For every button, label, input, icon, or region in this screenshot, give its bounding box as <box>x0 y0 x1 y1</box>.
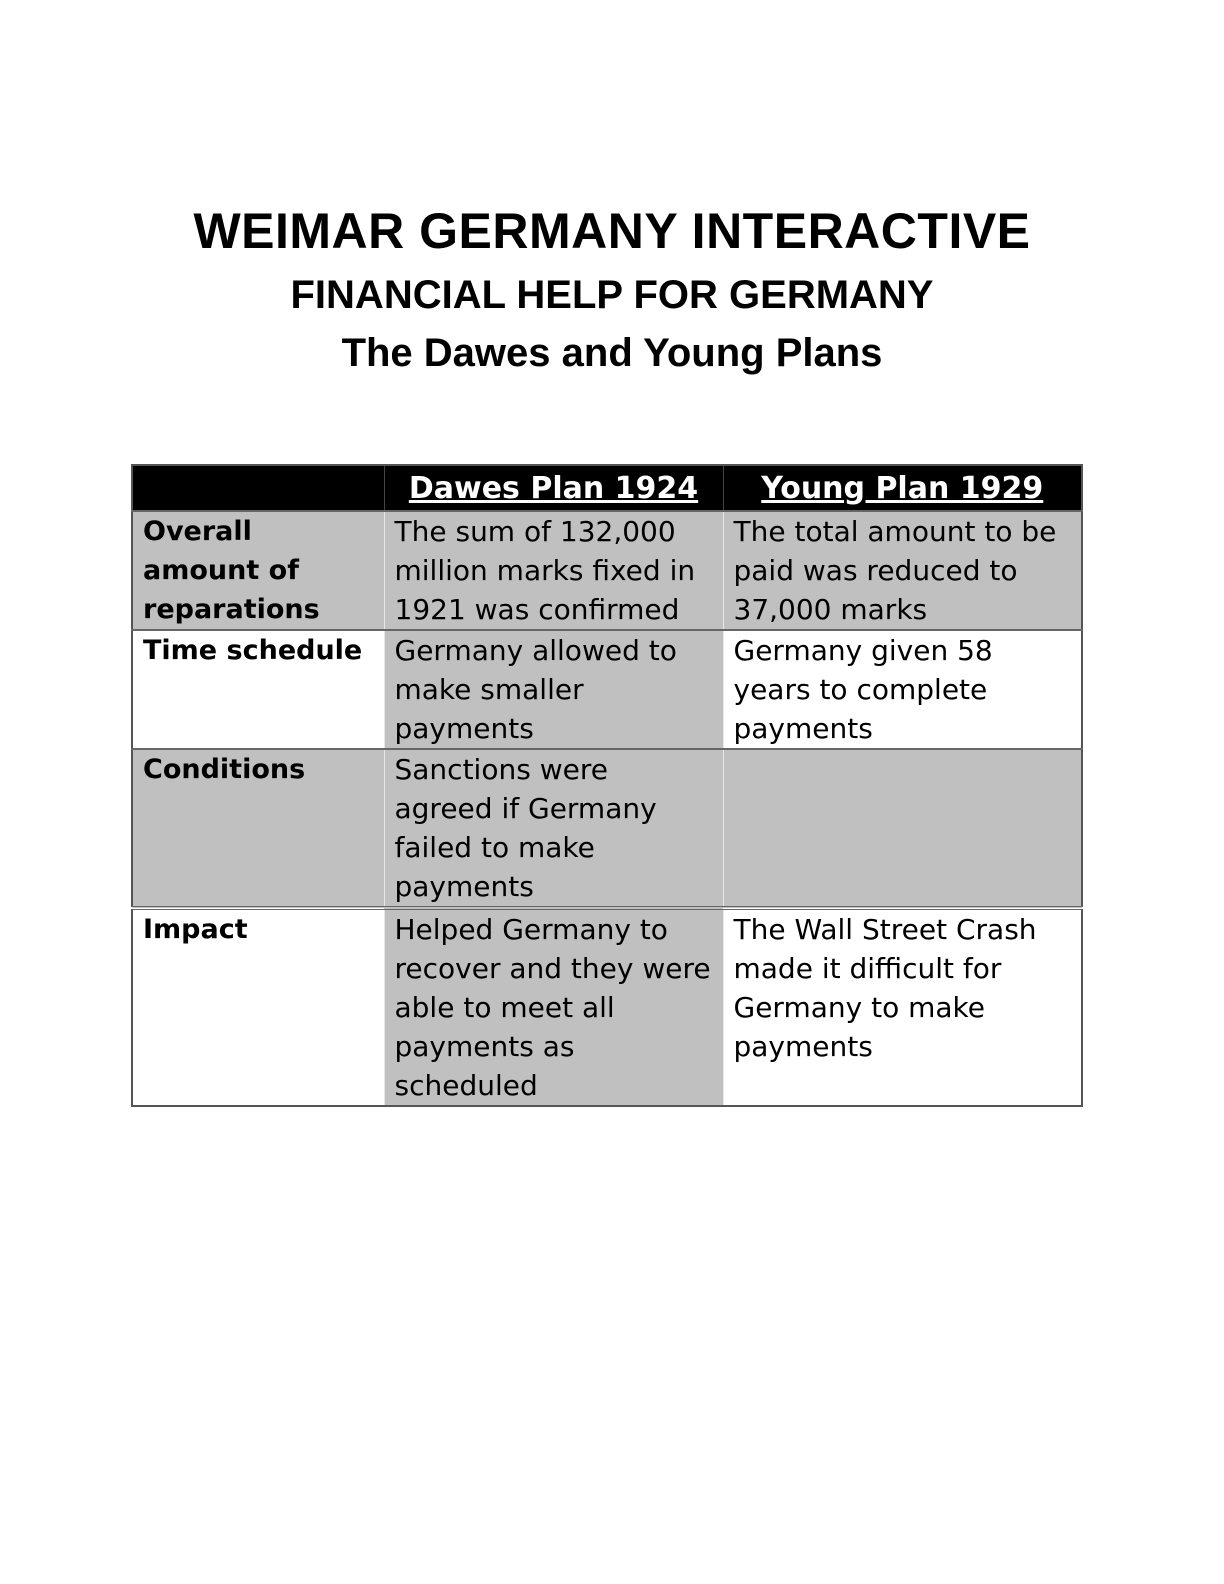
header-young-plan: Young Plan 1929 <box>723 465 1082 511</box>
header-empty-cell <box>132 465 384 511</box>
dawes-cell: Germany allowed to make smaller payments <box>384 630 723 749</box>
young-cell: The Wall Street Crash made it difficult for Germany to make payments <box>723 908 1082 1106</box>
table-row-impact <box>132 908 1082 1106</box>
header-dawes-plan: Dawes Plan 1924 <box>384 465 723 511</box>
page-topic: The Dawes and Young Plans <box>341 331 883 375</box>
dawes-cell: Sanctions were agreed if Germany failed to make payments <box>384 749 723 908</box>
plans-comparison-table <box>131 464 1083 1107</box>
row-label: Overall amount of reparations <box>132 511 384 630</box>
table-row-overall-amount <box>132 511 1082 630</box>
dawes-cell: Helped Germany to recover and they were able to meet all payments as scheduled <box>384 908 723 1106</box>
young-cell <box>723 749 1082 908</box>
young-cell: The total amount to be paid was reduced to 37,000 marks <box>723 511 1082 630</box>
title-block <box>0 200 1224 380</box>
page-subtitle: FINANCIAL HELP FOR GERMANY <box>290 273 934 317</box>
young-cell: Germany given 58 years to complete payments <box>723 630 1082 749</box>
table-row-conditions <box>132 749 1082 908</box>
row-label: Time schedule <box>132 630 384 749</box>
row-label: Conditions <box>132 749 384 908</box>
page-title: WEIMAR GERMANY INTERACTIVE <box>193 203 1031 259</box>
table-row-time-schedule <box>132 630 1082 749</box>
table-header-row <box>132 465 1082 511</box>
row-label: Impact <box>132 908 384 1106</box>
dawes-cell: The sum of 132,000 million marks fixed in 1921 was confirmed <box>384 511 723 630</box>
